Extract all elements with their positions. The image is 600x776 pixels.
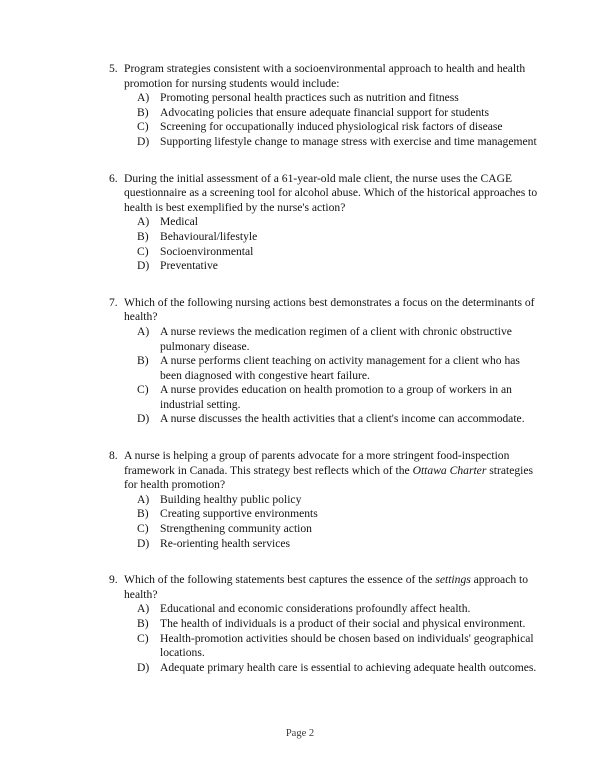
option-letter: A)	[137, 492, 150, 506]
question-number: 5.	[109, 62, 118, 75]
answer-option[interactable]	[137, 383, 539, 412]
answer-option[interactable]	[137, 522, 539, 537]
option-list	[109, 215, 539, 273]
answer-option[interactable]	[137, 617, 539, 632]
answer-option[interactable]	[137, 325, 539, 354]
option-letter: A)	[137, 91, 150, 105]
option-letter: B)	[137, 507, 149, 521]
option-text: Supporting lifestyle change to manage stress with exercise and time management	[160, 134, 537, 148]
option-letter: C)	[137, 522, 149, 536]
question-number: 7.	[109, 295, 118, 309]
answer-option[interactable]	[137, 493, 539, 508]
question-block	[109, 449, 539, 551]
question-text: Which of the following nursing actions best demonstrates a focus on the determinants of health?	[124, 295, 535, 324]
question-text: Program strategies consistent with a socioenvironmental approach to health and health promotion for nursing students would include:	[124, 62, 526, 90]
option-letter: C)	[137, 120, 149, 134]
question-number: 8.	[109, 449, 118, 463]
question-number: 9.	[109, 573, 118, 587]
question-stem	[109, 296, 539, 325]
question-stem	[109, 62, 539, 91]
answer-option[interactable]	[137, 602, 539, 617]
option-text: Preventative	[160, 259, 218, 273]
question-text: During the initial assessment of a 61-year-old male client, the nurse uses the CAGE questionnaire as a screening tool for alcohol abuse. Which of the historical approaches to health is best exemplified by the nurse's action?	[124, 171, 538, 214]
answer-option[interactable]	[137, 507, 539, 522]
option-text: Strengthening community action	[160, 522, 312, 536]
question-list	[109, 62, 539, 697]
option-text: Promoting personal health practices such as nutrition and fitness	[160, 91, 459, 105]
option-text: A nurse performs client teaching on activity management for a client who has been diagnosed with congestive heart failure.	[160, 354, 520, 382]
option-text: A nurse provides education on health promotion to a group of workers in an industrial setting.	[160, 383, 512, 411]
option-letter: D)	[137, 259, 150, 273]
option-letter: C)	[137, 383, 149, 397]
option-list	[109, 325, 539, 427]
option-letter: D)	[137, 134, 150, 148]
option-text: Screening for occupationally induced physiological risk factors of disease	[160, 120, 503, 134]
question-number: 6.	[109, 171, 118, 185]
question-text: A nurse is helping a group of parents advocate for a more stringent food-inspection framework in Canada. This strategy best reflects which of the Ottawa Charter strategies for health promotion?	[124, 449, 534, 492]
option-letter: B)	[137, 229, 149, 243]
question-block	[109, 172, 539, 274]
option-letter: A)	[137, 602, 150, 616]
answer-option[interactable]	[137, 259, 539, 274]
option-letter: C)	[137, 631, 149, 645]
answer-option[interactable]	[137, 106, 539, 121]
option-letter: D)	[137, 412, 150, 426]
option-text: Adequate primary health care is essential to achieving adequate health outcomes.	[160, 660, 537, 674]
option-list	[109, 602, 539, 675]
option-text: Medical	[160, 215, 198, 229]
option-letter: A)	[137, 324, 150, 338]
option-list	[109, 91, 539, 149]
question-stem	[109, 573, 539, 602]
option-text: Behavioural/lifestyle	[160, 229, 258, 243]
option-text: The health of individuals is a product of their social and physical environment.	[160, 617, 526, 630]
question-stem	[109, 172, 539, 216]
answer-option[interactable]	[137, 354, 539, 383]
option-text: A nurse discusses the health activities that a client's income can accommodate.	[160, 412, 525, 426]
page-footer: Page 2	[285, 728, 315, 739]
answer-option[interactable]	[137, 135, 539, 150]
answer-option[interactable]	[137, 661, 539, 676]
option-letter: C)	[137, 244, 149, 258]
question-text: Which of the following statements best captures the essence of the settings approach to health?	[124, 573, 529, 601]
answer-option[interactable]	[137, 537, 539, 552]
answer-option[interactable]	[137, 120, 539, 135]
option-text: Re-orienting health services	[160, 536, 291, 550]
option-text: Building healthy public policy	[160, 492, 302, 506]
option-text: Advocating policies that ensure adequate financial support for students	[160, 105, 490, 119]
question-stem	[109, 449, 539, 493]
answer-option[interactable]	[137, 215, 539, 230]
option-letter: B)	[137, 617, 149, 630]
answer-option[interactable]	[137, 412, 539, 427]
option-letter: D)	[137, 536, 150, 550]
answer-option[interactable]	[137, 245, 539, 260]
option-text: Socioenvironmental	[160, 244, 254, 258]
option-letter: B)	[137, 105, 149, 119]
question-block	[109, 573, 539, 675]
answer-option[interactable]	[137, 230, 539, 245]
option-letter: A)	[137, 215, 150, 229]
answer-option[interactable]	[137, 91, 539, 106]
answer-option[interactable]	[137, 632, 539, 661]
option-letter: B)	[137, 354, 149, 368]
option-text: Health-promotion activities should be chosen based on individuals' geographical locations.	[160, 631, 534, 660]
option-list	[109, 493, 539, 551]
option-text: Creating supportive environments	[160, 507, 318, 521]
question-block	[109, 62, 539, 150]
question-block	[109, 296, 539, 427]
option-letter: D)	[137, 660, 150, 674]
option-text: A nurse reviews the medication regimen of a client with chronic obstructive pulmonary disease.	[160, 324, 512, 353]
option-text: Educational and economic considerations profoundly affect health.	[160, 602, 471, 616]
